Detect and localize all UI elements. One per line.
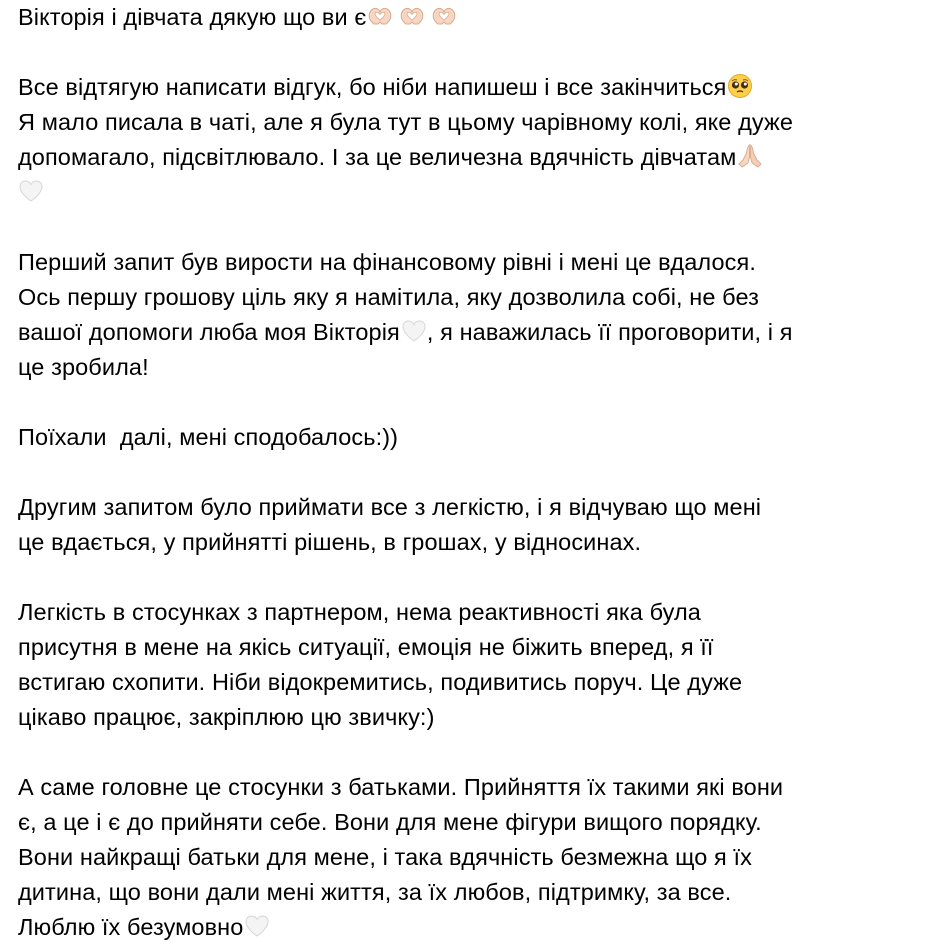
text-line: Люблю їх безумовно <box>18 910 918 945</box>
message-body <box>18 0 918 945</box>
paragraph-gap <box>18 560 918 595</box>
text-line: це вдається, у прийнятті рішень, в грошах, у відносинах. <box>18 529 642 555</box>
paragraph-first-request <box>18 245 918 385</box>
greeting-text: Вікторія і дівчата дякую що ви є <box>18 4 367 30</box>
text-line: дитина, що вони дали мені життя, за їх любов, підтримку, за все. <box>18 879 732 905</box>
paragraph-gap <box>18 455 918 490</box>
text-line: є, а це і є до прийняти себе. Вони для мене фігури вищого порядку. <box>18 809 762 835</box>
text-line: присутня в мене на якісь ситуації, емоція не біжить вперед, я її <box>18 634 714 660</box>
paragraph-second-request <box>18 490 918 560</box>
text-line: Легкість в стосунках з партнером, нема реактивності яка була <box>18 599 701 625</box>
text-line: Перший запит був вирости на фінансовому рівні і мені це вдалося. <box>18 249 756 275</box>
text-line: Другим запитом було приймати все з легкістю, і я відчуваю що мені <box>18 494 762 520</box>
text-line: встигаю схопити. Ніби відокремитись, подивитись поруч. Це дуже <box>18 669 743 695</box>
text-line: цікаво працює, закріплюю цю звичку:) <box>18 704 435 730</box>
text-line: вашої допомоги люба моя Вікторія , я наважилась її проговорити, і я <box>18 319 793 345</box>
white-heart-icon <box>401 318 427 344</box>
text-line: це зробила! <box>18 354 149 380</box>
heart-hands-icon <box>399 3 425 29</box>
pleading-face-icon <box>727 73 753 99</box>
text-line: допомагало, підсвітлювало. І за це величезна вдячність дівчатам <box>18 140 918 175</box>
heart-hands-icon <box>431 3 457 29</box>
heart-hands-icon <box>367 3 393 29</box>
paragraph-gap <box>18 210 918 245</box>
paragraph-gap <box>18 35 918 70</box>
text-line: Поїхали далі, мені сподобалось:)) <box>18 424 399 450</box>
text-line <box>18 0 918 35</box>
paragraph-moving-on <box>18 420 918 455</box>
paragraph-greeting <box>18 0 918 35</box>
text-line <box>18 175 918 210</box>
paragraph-gap <box>18 735 918 770</box>
text-line: А саме головне це стосунки з батьками. Прийняття їх такими які вони <box>18 774 784 800</box>
paragraph-relationship <box>18 595 918 735</box>
paragraph-intro <box>18 70 918 210</box>
white-heart-icon <box>244 913 270 939</box>
text-line: Я мало писала в чаті, але я була тут в цьому чарівному колі, яке дуже <box>18 109 794 135</box>
folded-hands-icon <box>737 143 763 169</box>
text-line: Ось першу грошову ціль яку я намітила, яку дозволила собі, не без <box>18 284 759 310</box>
text-line: Все відтягую написати відгук, бо ніби напишеш і все закінчиться <box>18 70 918 105</box>
paragraph-parents <box>18 770 918 945</box>
paragraph-gap <box>18 385 918 420</box>
text-line: Вони найкращі батьки для мене, і така вдячність безмежна що я їх <box>18 844 752 870</box>
white-heart-icon <box>18 178 44 204</box>
